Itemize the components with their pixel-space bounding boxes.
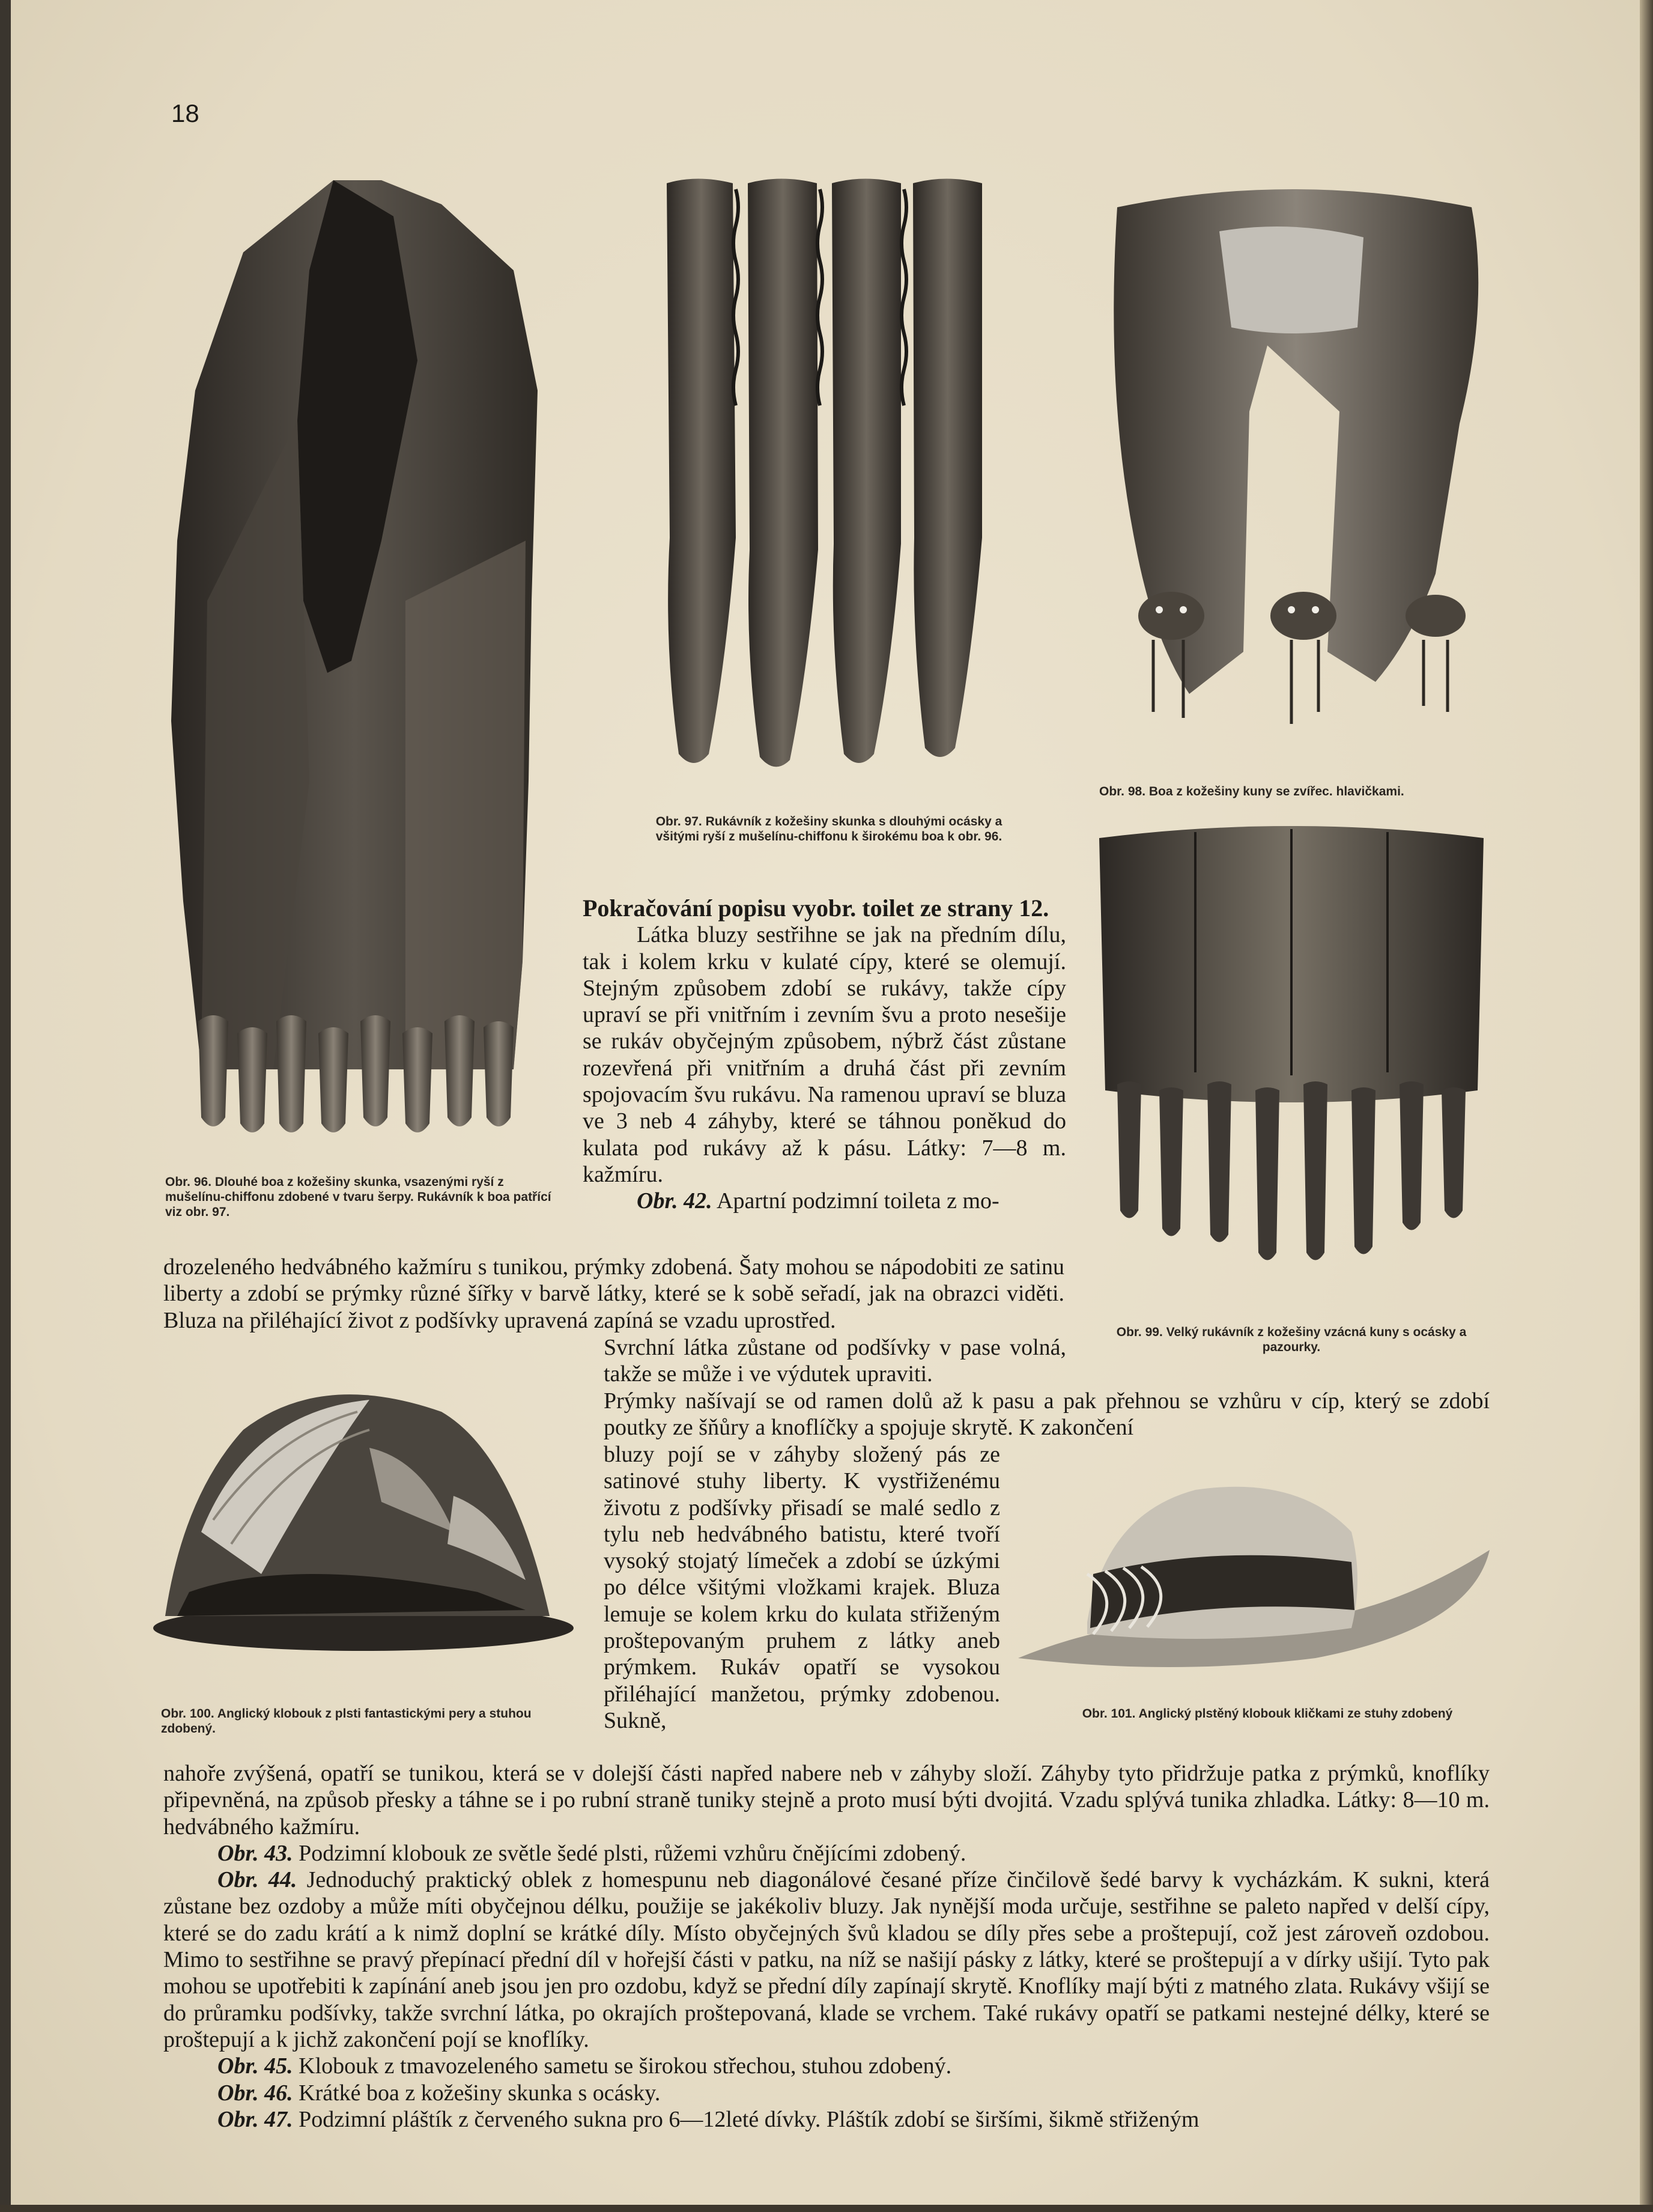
paragraph-obr43: [163, 1840, 1490, 1867]
caption-fig-101: Obr. 101. Anglický plstěný klobouk kličkami ze stuhy zdobený: [1082, 1707, 1453, 1721]
paragraph-obr47: [163, 2106, 1490, 2133]
bottom-text: [163, 1760, 1490, 2133]
label-obr-44: Obr. 44.: [217, 1867, 297, 1893]
page-number: 18: [171, 99, 199, 127]
scan-edge-left: [0, 0, 11, 2212]
caption-fig-100: Obr. 100. Anglický klobouk z plsti fantastickými pery a stuhou zdobený.: [161, 1707, 532, 1736]
text-obr42-wide: drozeleného hedvábného kažmíru s tunikou, prýmky zdobená. Šaty mohou se nápodobiti ze satinu liberty a zdobí se prýmky různé šířky v barvě látky, které se k sobě seřadí, jak na obrazci viděti. Bluza na přiléhající život z podšívky upravená zapíná se vzadu uprostřed.: [163, 1254, 1064, 1333]
obr43-text: Podzimní klobouk ze světle šedé plsti, růžemi vzhůru čnějícími zdobený.: [299, 1840, 966, 1866]
caption-fig-96: Obr. 96. Dlouhé boa z kožešiny skunka, vsazenými ryší z mušelínu-chiffonu zdobené v tvaru šerpy. Rukávník k boa patřící viz obr. 97.: [165, 1175, 551, 1219]
column-text-middle: [583, 895, 1066, 1215]
label-obr-45: Obr. 45.: [217, 2053, 293, 2079]
caption-fig-98: Obr. 98. Boa z kožešiny kuny se zvířec. hlavičkami.: [1099, 785, 1404, 798]
label-obr-42: Obr. 42.: [637, 1188, 712, 1214]
label-obr-47: Obr. 47.: [217, 2106, 293, 2132]
text-obr42-mid-a: Svrchní látka zůstane od podšívky v pase volná, takže se může i ve výdutek upraviti.: [604, 1335, 1066, 1387]
fur-boa-illustration: [153, 180, 553, 1141]
figure-97-muff-tails: [661, 177, 988, 778]
obr42-intro-text: Apartní podzimní toileta z mo-: [717, 1188, 999, 1214]
obr46-text: Krátké boa z kožešiny skunka s ocásky.: [299, 2080, 661, 2106]
paragraph-obr45: [163, 2053, 1490, 2079]
obr45-text: Klobouk z tmavozeleného sametu se širokou střechou, stuhou zdobený.: [299, 2053, 952, 2079]
obr44-text: Jednoduchý praktický oblek z homespunu neb diagonálové česané příze činčilově šedé barvy k vycházkám. K sukni, která zůstane bez ozdoby a může míti obyčejnou délku, použije se jakékoliv bluzy. Jak nynější moda určuje, sestřihne se paleto napřed v delší cípy, které se do zadu krátí a k nimž doplní se krátké díly. Místo obyčejných švů kladou se díly přes sebe a proštepují, což jest zároveň ozdobou. Mimo to sestřihne se pravý přepínací přední díl v hořejší části v patku, na níž se našijí pásky z látky, které se proštepují a v dírky ušijí. Tyto pak mohou se upotřebiti k zapínání aneb jsou jen pro ozdobu, když se přední díly zapínají skrytě. Knoflíky mají býti z matného zlata. Rukávy všijí se do průramku podšívky, takže svrchní látka, po okrajích proštepovaná, klade se vrchem. Také rukávy opatří se patkami nestejné délky, které se proštepují a k jichž zakončení pojí se knoflíky.: [163, 1867, 1490, 2052]
large-muff-illustration: [1093, 820, 1490, 1289]
obr47-text: Podzimní pláštík z červeného sukna pro 6—12leté dívky. Pláštík zdobí se širšími, šikmě střiženým: [299, 2106, 1200, 2132]
paragraph-bluza: Látka bluzy sestřihne se jak na předním dílu, tak i kolem krku v kulaté cípy, které se olemují. Stejným způsobem zdobí se rukávy, takže cípy upraví se při vnitřním i zevním švu a proto nesešije se rukáv obyčejným způsobem, nýbrž část zůstane rozevřená při vnitřním a druhá část při zevním spojovacím švu rukávu. Na ramenou upraví se bluza ve 3 neb 4 záhyby, které se táhnou poněkud do kulata pod rukávy až k pásu. Látky: 7—8 m. kažmíru.: [583, 922, 1066, 1187]
scan-edge-right: [1640, 0, 1653, 2212]
caption-fig-97: Obr. 97. Rukávník z kožešiny skunka s dlouhými ocásky a všitými ryší z mušelínu-chiffonu k širokému boa k obr. 96.: [655, 815, 1002, 843]
scan-edge-bottom: [0, 2205, 1653, 2212]
caption-fig-99: Obr. 99. Velký rukávník z kožešiny vzácná kuny s ocásky a pazourky.: [1116, 1325, 1467, 1354]
label-obr-46: Obr. 46.: [217, 2080, 293, 2106]
feather-hat-illustration: [141, 1376, 577, 1652]
paragraph-obr44: [163, 1867, 1490, 2053]
text-obr42-mid-b: Prýmky našívají se od ramen dolů až k pasu a pak přehnou se vzhůru v cíp, který se zdobí poutky ze šňůry a knoflíčky a spojuje skrytě. K zakončení: [604, 1388, 1490, 1441]
paragraph-obr42-end: nahoře zvýšená, opatří se tunikou, která se v dolejší části napřed nabere neb v záhyby složí. Záhyby tyto přidržuje patka z prýmků, knoflíky připevněná, na způsob přesky a táhne se i po rubní straně tuniky stejně a proto musí býti dvojitá. Vzadu splývá tunika zhladka. Látky: 8—10 m. hedvábného kažmíru.: [163, 1761, 1490, 1840]
paragraph-obr42-intro: [583, 1188, 1066, 1214]
figure-96-long-boa: [153, 180, 553, 1141]
text-obr42-mid-c: bluzy pojí se v záhyby složený pás ze satinové stuhy liberty. K vystřiženému životu z podšívky přisadí se malé sedlo z tylu neb hedvábného batistu, které tvoří vysoký stojatý límeček a zdobí se úzkými po délce všitými vložkami krajek. Bluza lemuje se kolem krku do kulata střiženým proštepovaným pruhem z látky aneb prýmkem. Rukáv opatří se vysokou přiléhající manžetou, prýmky zdobenou. Sukně,: [604, 1442, 1000, 1733]
figure-100-feather-hat: [141, 1376, 577, 1652]
marten-boa-illustration: [1099, 183, 1490, 745]
section-heading: Pokračování popisu vyobr. toilet ze strany 12.: [583, 895, 1049, 922]
figure-99-large-muff: [1093, 820, 1490, 1289]
figure-101-felt-hat: [1015, 1478, 1496, 1676]
fur-muff-illustration: [661, 177, 988, 778]
label-obr-43: Obr. 43.: [217, 1840, 293, 1866]
felt-hat-illustration: [1015, 1478, 1496, 1676]
paragraph-obr46: [163, 2080, 1490, 2106]
figure-98-marten-boa: [1099, 183, 1490, 745]
